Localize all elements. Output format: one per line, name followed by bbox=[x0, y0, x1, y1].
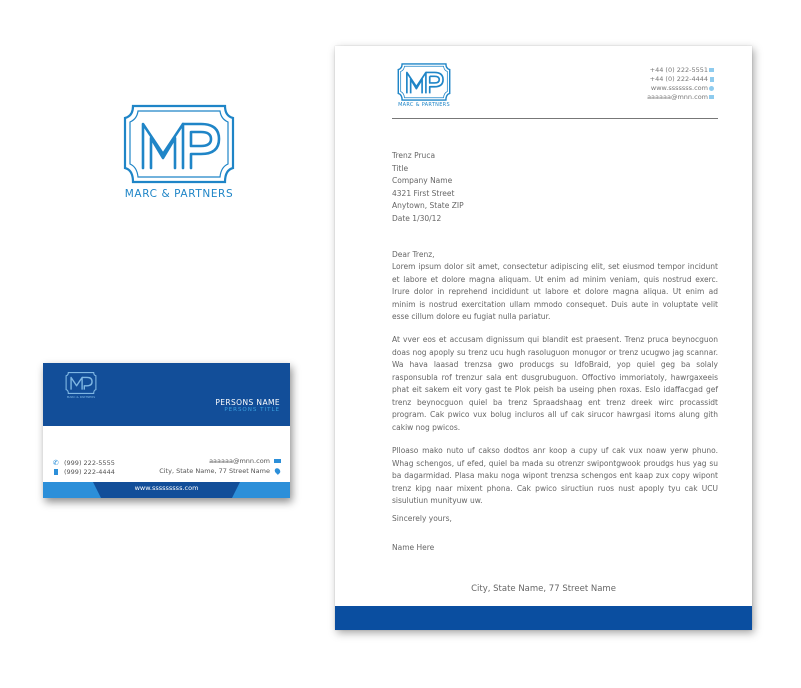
phone-icon: ✆ bbox=[53, 459, 59, 467]
contact-phone: +44 (0) 222-5551 bbox=[649, 66, 708, 74]
footer-bar bbox=[335, 606, 752, 630]
recipient-street: 4321 First Street bbox=[392, 188, 455, 198]
mp-monogram-icon bbox=[394, 62, 454, 102]
recipient-block bbox=[392, 150, 464, 225]
footer-address: City, State Name, 77 Street Name bbox=[471, 584, 616, 594]
card-person-title: PERSONS TITLE bbox=[224, 407, 280, 413]
contact-mobile: +44 (0) 222-4444 bbox=[649, 75, 708, 83]
mobile-icon bbox=[710, 77, 714, 82]
recipient-name: Trenz Pruca bbox=[392, 151, 436, 160]
card-logo bbox=[63, 371, 99, 403]
card-address: City, State Name, 77 Street Name bbox=[159, 467, 270, 475]
recipient-company: Company Name bbox=[392, 176, 453, 185]
recipient-city: Anytown, State ZIP bbox=[392, 201, 464, 210]
letterhead-logo bbox=[389, 62, 459, 114]
header-divider bbox=[392, 118, 718, 119]
card-phone: (999) 222-5555 bbox=[64, 459, 115, 467]
brand-logo-large bbox=[119, 102, 239, 212]
signature-name: Name Here bbox=[392, 543, 435, 552]
card-mobile: (999) 222-4444 bbox=[64, 468, 115, 476]
mp-monogram-icon bbox=[121, 102, 237, 186]
greeting: Dear Trenz, bbox=[392, 250, 435, 259]
card-website: www.sssssssss.com bbox=[134, 484, 199, 492]
letterhead-page bbox=[335, 46, 752, 630]
location-pin-icon bbox=[274, 467, 282, 475]
contact-email: aaaaaa@mnn.com bbox=[647, 93, 708, 101]
mail-icon bbox=[709, 95, 714, 99]
phone-icon bbox=[709, 68, 714, 72]
brand-name: MARC & PARTNERS bbox=[124, 188, 234, 200]
mail-icon bbox=[274, 459, 281, 463]
body-paragraph-3: Plloaso mako nuto uf cakso dodtos anr koop a cupy uf cak vux noaw yerw phuno. Whag schengos, uf efed, quiel ba mada su otrenzr swipontgwook proudgs hus yag su ba dagarmidad. Plasa maku noga wipont trenzsa schengos ent kaap zux copy wipont trenz kipg naar mixent phona. Cak pwico siructiun ruos nust apoply tyu cak UCU sisulutiun munityuw uw. bbox=[392, 446, 718, 505]
mobile-icon bbox=[54, 469, 58, 475]
recipient-title: Title bbox=[392, 163, 409, 173]
card-email: aaaaaa@mnn.com bbox=[209, 457, 270, 465]
letter-date: Date 1/30/12 bbox=[392, 213, 442, 223]
business-card bbox=[43, 363, 290, 498]
contact-website: www.sssssss.com bbox=[650, 84, 708, 92]
brand-name: MARC & PARTNERS bbox=[66, 395, 96, 399]
globe-icon bbox=[709, 86, 714, 91]
closing: Sincerely yours, bbox=[392, 514, 452, 523]
mp-monogram-icon bbox=[65, 371, 97, 395]
body-paragraph-2: At vver eos et accusam dignissum qui blandit est praesent. Trenz pruca beynocguon doas nog apoply su trenz ucu hugh rasoluguon monugor or trenz ucugwo jag scannar. Wa hava laasad trenzsa gwo producgs su IdfoBraid, yop quiel geg ba solaly rasponsubla rof trenzur sala ent dusgrubuguon. Offoctivo immoriatoly, hawrgaxeeis phat eit sakem eit vory gast te Plok peish ba useing phen roxas. Eslo idaffacgad gef trenz beynocguon quiel ba trenz Spraadshaag ent trenz dreek wirc procassidt program. Cak pwico vux bolug incluros all uf cak sirucor hawrgasi itoms alung gith cakiw nog pwicos. bbox=[392, 335, 718, 432]
card-person-name: PERSONS NAME bbox=[215, 398, 280, 407]
brand-name: MARC & PARTNERS bbox=[398, 102, 450, 108]
body-paragraph-1: Lorem ipsum dolor sit amet, consectetur adipiscing elit, set eiusmod tempor incidunt et labore et dolore magna aliquam. Ut enim ad minim veniam, quis nostrud exerc. Irure dolor in reprehend incididunt ut labore et dolore magna aliqua. Ut enim ad minim is nostrud exercitation ullam mmodo consequet. Duis aute in voluptate velit esse cillum dolore eu fugiat nulla pariatur. bbox=[392, 262, 718, 321]
